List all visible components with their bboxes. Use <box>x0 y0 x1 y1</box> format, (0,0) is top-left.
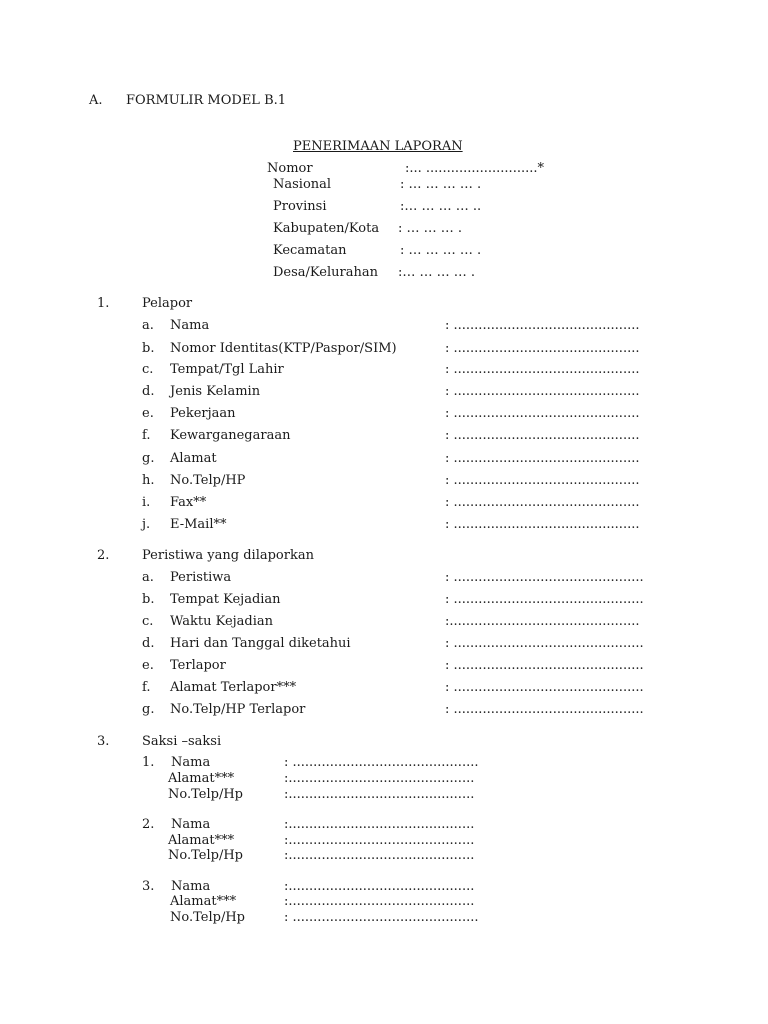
item-letter: d. <box>142 384 155 399</box>
item-label: Peristiwa <box>170 570 232 585</box>
section-number: 3. <box>97 734 110 749</box>
item-value: : ............................................. <box>445 451 640 466</box>
nomor-row-label: Provinsi <box>273 199 327 214</box>
item-letter: c. <box>142 614 154 629</box>
item-value: : ............................................. <box>445 341 640 356</box>
witness-telp-label: No.Telp/Hp <box>170 910 245 925</box>
item-value: : ............................................. <box>445 406 640 421</box>
item-value: : ............................................. <box>445 384 640 399</box>
witness-telp-value: :............................................. <box>284 848 475 863</box>
item-value: : .............................................. <box>445 702 644 717</box>
nomor-row-label: Desa/Kelurahan <box>273 265 378 280</box>
nomor-row-label: Kecamatan <box>273 243 347 258</box>
item-letter: b. <box>142 341 155 356</box>
witness-alamat-label: Alamat*** <box>168 771 235 786</box>
item-value: : .............................................. <box>445 570 644 585</box>
item-letter: e. <box>142 658 154 673</box>
nomor-row-value: :… … … … .. <box>400 199 482 214</box>
witness-telp-value: : ............................................. <box>284 910 479 925</box>
nomor-row-value: :… … … … . <box>398 265 476 280</box>
item-label: Terlapor <box>170 658 226 673</box>
section-letter: A. <box>89 93 103 108</box>
witness-nama-value: :............................................. <box>284 817 475 832</box>
witness-nama-label: Nama <box>171 879 211 894</box>
nomor-row-value: : … … … … . <box>400 243 482 258</box>
item-label: No.Telp/HP Terlapor <box>170 702 306 717</box>
item-value: : ............................................. <box>445 495 640 510</box>
item-value: : ............................................. <box>445 473 640 488</box>
nomor-row-label: Kabupaten/Kota <box>273 221 380 236</box>
witness-number: 2. <box>142 817 155 832</box>
item-label: No.Telp/HP <box>170 473 246 488</box>
nomor-row-label: Nasional <box>273 177 332 192</box>
section-number: 2. <box>97 548 110 563</box>
witness-number: 3. <box>142 879 155 894</box>
witness-alamat-label: Alamat*** <box>168 833 235 848</box>
nomor-label: Nomor <box>267 161 313 176</box>
item-label: E-Mail** <box>170 517 227 532</box>
item-letter: h. <box>142 473 155 488</box>
section-title: Pelapor <box>142 296 193 311</box>
witness-alamat-value: :............................................. <box>284 833 475 848</box>
item-value: : ............................................. <box>445 318 640 333</box>
item-letter: g. <box>142 702 155 717</box>
item-value: : ............................................. <box>445 428 640 443</box>
item-value: :.............................................. <box>445 614 640 629</box>
witness-nama-label: Nama <box>171 755 211 770</box>
item-label: Jenis Kelamin <box>170 384 261 399</box>
item-letter: f. <box>142 680 151 695</box>
witness-telp-label: No.Telp/Hp <box>168 787 243 802</box>
item-letter: f. <box>142 428 151 443</box>
section-title: Saksi –saksi <box>142 734 222 749</box>
item-label: Nama <box>170 318 210 333</box>
witness-telp-label: No.Telp/Hp <box>168 848 243 863</box>
witness-nama-label: Nama <box>171 817 211 832</box>
item-letter: a. <box>142 318 154 333</box>
form-subtitle: PENERIMAAN LAPORAN <box>293 139 463 154</box>
item-letter: c. <box>142 362 154 377</box>
item-value: : .............................................. <box>445 680 644 695</box>
item-letter: d. <box>142 636 155 651</box>
item-label: Kewarganegaraan <box>170 428 291 443</box>
item-letter: b. <box>142 592 155 607</box>
form-title: FORMULIR MODEL B.1 <box>126 93 287 108</box>
witness-alamat-value: :............................................. <box>284 894 475 909</box>
item-letter: a. <box>142 570 154 585</box>
item-letter: i. <box>142 495 151 510</box>
item-label: Waktu Kejadian <box>170 614 274 629</box>
section-number: 1. <box>97 296 110 311</box>
witness-alamat-label: Alamat*** <box>170 894 237 909</box>
witness-telp-value: :............................................. <box>284 787 475 802</box>
nomor-row-value: : … … … … . <box>400 177 482 192</box>
nomor-row-value: : … … … . <box>398 221 463 236</box>
witness-nama-value: : ............................................. <box>284 755 479 770</box>
nomor-value: :... ...........................* <box>405 161 544 176</box>
witness-nama-value: :............................................. <box>284 879 475 894</box>
item-label: Alamat Terlapor*** <box>170 680 297 695</box>
witness-alamat-value: :............................................. <box>284 771 475 786</box>
item-label: Nomor Identitas(KTP/Paspor/SIM) <box>170 341 397 356</box>
item-value: : .............................................. <box>445 592 644 607</box>
section-title: Peristiwa yang dilaporkan <box>142 548 314 563</box>
item-label: Alamat <box>170 451 217 466</box>
item-label: Pekerjaan <box>170 406 236 421</box>
item-value: : .............................................. <box>445 636 644 651</box>
item-letter: g. <box>142 451 155 466</box>
item-value: : ............................................. <box>445 362 640 377</box>
item-value: : .............................................. <box>445 658 644 673</box>
item-label: Fax** <box>170 495 207 510</box>
item-letter: j. <box>142 517 151 532</box>
item-label: Tempat Kejadian <box>170 592 281 607</box>
item-label: Tempat/Tgl Lahir <box>170 362 284 377</box>
item-label: Hari dan Tanggal diketahui <box>170 636 351 651</box>
item-value: : ............................................. <box>445 517 640 532</box>
witness-number: 1. <box>142 755 155 770</box>
item-letter: e. <box>142 406 154 421</box>
